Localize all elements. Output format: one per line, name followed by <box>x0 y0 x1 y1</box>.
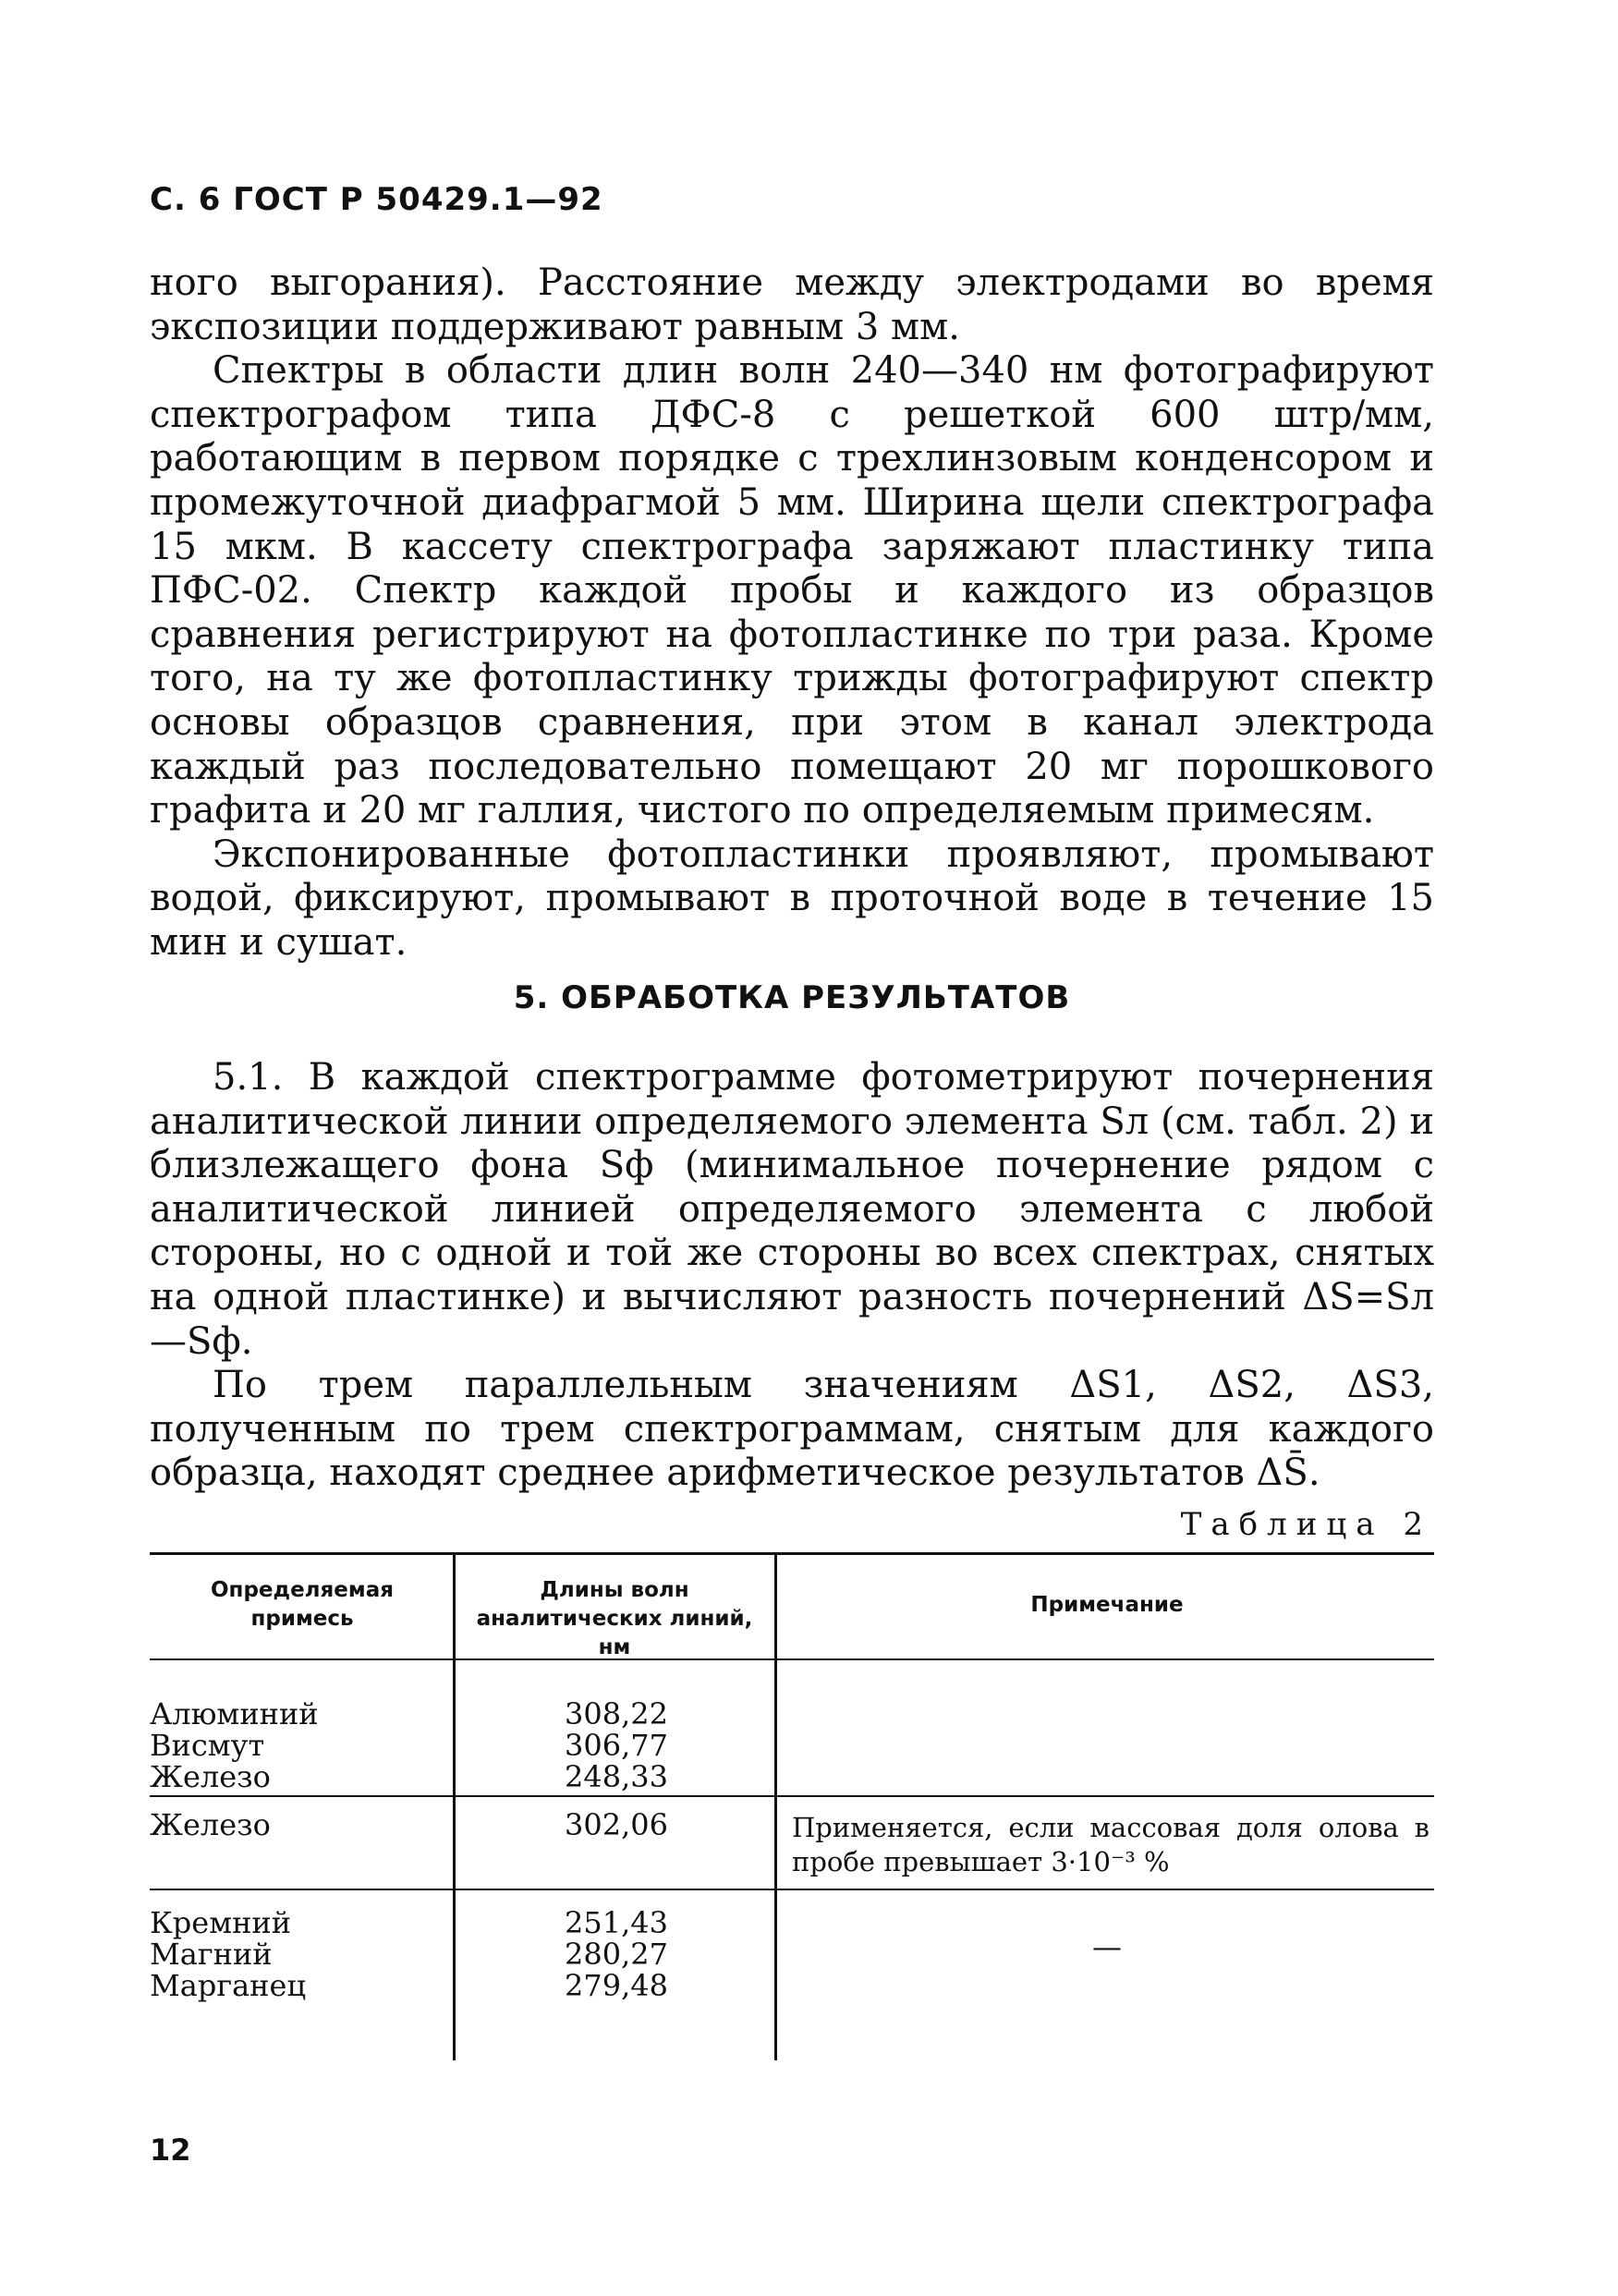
header-impurity: Определяемая примесь <box>211 1578 394 1631</box>
table-label: Таблица 2 <box>1180 1506 1432 1543</box>
body-text-top <box>150 261 1434 966</box>
element-cell: Магний <box>150 1937 273 1972</box>
group-divider <box>150 1795 1434 1797</box>
page-header: С. 6 ГОСТ Р 50429.1—92 <box>150 181 603 218</box>
header-wavelength: Длины волн аналитических линий, нм <box>476 1578 753 1659</box>
group-3-wavelengths <box>464 1907 769 2001</box>
paragraph-mean: По трем параллельным значениям ΔS1, ΔS2, ΔS3, полученным по трем спектрограммам, снятым для каждого образца, находят среднее арифметическое результатов ΔS̄. <box>150 1364 1434 1495</box>
group-3-elements <box>150 1907 445 2001</box>
wavelength-cell: 280,27 <box>565 1937 668 1972</box>
paragraph-5-1: 5.1. В каждой спектрограмме фотометрируют почернения аналитической линии определяемого элемента Sл (см. табл. 2) и близлежащего фона Sф (минимальное почернение рядом с аналитической линией определяемого элемента с любой стороны, но с одной и той же стороны во всех спектрах, снятых на одной пластинке) и вычисляют разность почернений ΔS=Sл—Sф. <box>150 1056 1434 1363</box>
group-2-elements <box>150 1809 445 1840</box>
element-cell: Висмут <box>150 1728 265 1763</box>
element-cell: Алюминий <box>150 1696 319 1731</box>
group-divider <box>150 1889 1434 1890</box>
group-1-elements <box>150 1698 445 1792</box>
element-cell: Марганец <box>150 1968 307 2003</box>
page-number: 12 <box>150 2132 191 2168</box>
wavelength-cell: 251,43 <box>565 1905 668 1940</box>
wavelength-cell: 279,48 <box>565 1968 668 2003</box>
table-top-rule <box>150 1552 1434 1555</box>
section-title: 5. ОБРАБОТКА РЕЗУЛЬТАТОВ <box>513 979 1071 1016</box>
note-dash: — <box>1092 1929 1122 1964</box>
paragraph-spectra: Спектры в области длин волн 240—340 нм фотографируют спектрографом типа ДФС-8 с решеткой 600 штр/мм, работающим в первом порядке с трехлинзовым конденсором и промежуточной диафрагмой 5 мм. Ширина щели спектрографа 15 мкм. В кассету спектрографа заряжают пластинку типа ПФС-02. Спектр каждой пробы и каждого из образцов сравнения регистрируют на фотопластинке по три раза. Кроме того, на ту же фотопластинку трижды фотографируют спектр основы образцов сравнения, при этом в канал электрода каждый раз последовательно помещают 20 мг порошкового графита и 20 мг галлия, чистого по определяемым примесям. <box>150 349 1434 832</box>
element-cell: Железо <box>150 1807 271 1842</box>
column-divider <box>774 1552 777 2060</box>
data-table <box>150 1552 1434 2060</box>
wavelength-cell: 302,06 <box>565 1807 668 1842</box>
group-1-wavelengths <box>464 1698 769 1792</box>
paragraph-continuation: ного выгорания). Расстояние между электродами во время экспозиции поддерживают равным 3 мм. <box>150 261 1434 348</box>
wavelength-cell: 248,33 <box>565 1759 668 1794</box>
column-divider <box>453 1552 456 2060</box>
element-cell: Железо <box>150 1759 271 1794</box>
table-header-rule <box>150 1658 1434 1660</box>
wavelength-cell: 308,22 <box>565 1696 668 1731</box>
body-text-results <box>150 1056 1434 1496</box>
wavelength-cell: 306,77 <box>565 1728 668 1763</box>
paragraph-exposed-plates: Экспонированные фотопластинки проявляют, промывают водой, фиксируют, промывают в проточной воде в течение 15 мин и сушат. <box>150 832 1434 964</box>
group-2-wavelengths <box>464 1809 769 1840</box>
element-cell: Кремний <box>150 1905 292 1940</box>
note-cell: Применяется, если массовая доля олова в пробе превышает 3·10⁻³ % <box>792 1812 1429 1877</box>
header-note: Примечание <box>1030 1593 1184 1617</box>
